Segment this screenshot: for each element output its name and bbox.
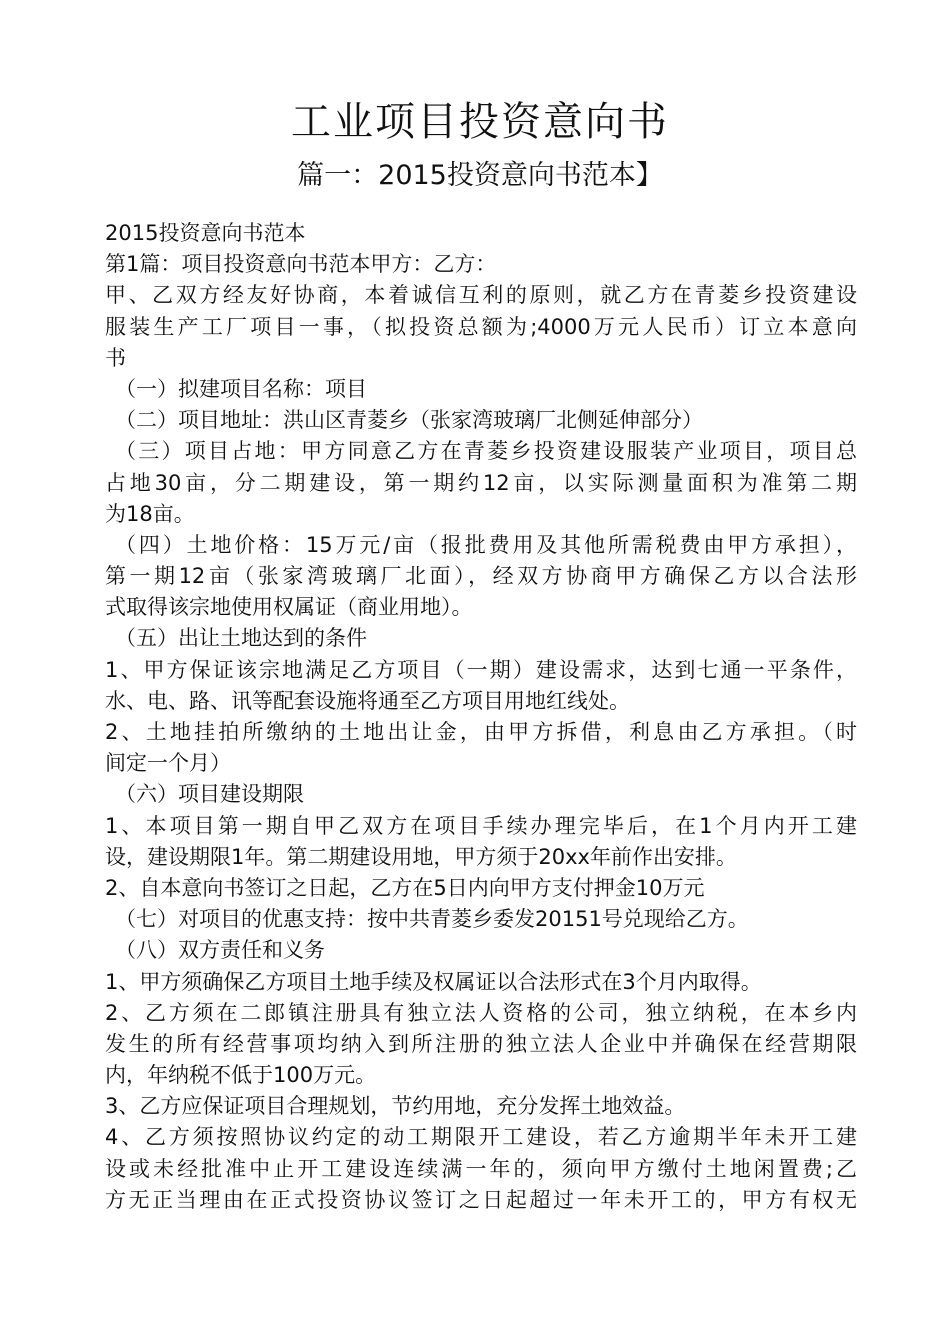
body-line: 2015投资意向书范本: [105, 221, 306, 245]
body-line: 服装生产工厂项目一事，（拟投资总额为;4000万元人民币）订立本意向: [105, 314, 857, 339]
body-line: 甲、乙双方经友好协商，本着诚信互利的原则，就乙方在青菱乡投资建设: [105, 283, 857, 308]
body-line: 设，建设期限1年。第二期建设用地，甲方须于20xx年前作出安排。: [105, 844, 737, 869]
body-line: 1、甲方保证该宗地满足乙方项目（一期）建设需求，达到七通一平条件，: [105, 657, 857, 682]
body-line: （三）项目占地：甲方同意乙方在青菱乡投资建设服装产业项目，项目总: [115, 439, 857, 464]
body-line: 书: [105, 345, 126, 370]
body-line: 1、本项目第一期自甲乙双方在项目手续办理完毕后，在1个月内开工建: [105, 813, 857, 838]
body-line: （二）项目地址：洪山区青菱乡（张家湾玻璃厂北侧延伸部分）: [115, 408, 703, 433]
body-line: 发生的所有经营事项均纳入到所注册的独立法人企业中并确保在经营期限: [105, 1031, 857, 1056]
body-line: 4、乙方须按照协议约定的动工期限开工建设，若乙方逾期半年未开工建: [105, 1125, 857, 1150]
body-line: 1、甲方须确保乙方项目土地手续及权属证以合法形式在3个月内取得。: [105, 969, 762, 994]
body-line: 间定一个月）: [105, 751, 231, 776]
body-line: 式取得该宗地使用权属证（商业用地）。: [105, 595, 473, 620]
body-line: （六）项目建设期限: [115, 782, 304, 807]
body-line: 2、乙方须在二郎镇注册具有独立法人资格的公司，独立纳税，在本乡内: [105, 1000, 857, 1025]
body-line: 3、乙方应保证项目合理规划，节约用地，充分发挥土地效益。: [105, 1094, 686, 1119]
body-line: 第一期12亩（张家湾玻璃厂北面），经双方协商甲方确保乙方以合法形: [105, 564, 857, 589]
body-line: （七）对项目的优惠支持：按中共青菱乡委发20151号兑现给乙方。: [115, 907, 749, 932]
body-line: （五）出让土地达到的条件: [115, 626, 367, 651]
body-line: 2、土地挂拍所缴纳的土地出让金，由甲方拆借，利息由乙方承担。（时: [105, 720, 857, 744]
body-line: （八）双方责任和义务: [115, 938, 325, 963]
body-line: （四）土地价格：15万元/亩（报批费用及其他所需税费由甲方承担），: [115, 532, 857, 557]
body-line: 设或未经批准中止开工建设连续满一年的，须向甲方缴付土地闲置费;乙: [105, 1156, 857, 1181]
body-line: 2、自本意向书签订之日起，乙方在5日内向甲方支付押金10万元: [105, 875, 705, 900]
body-line: 第1篇：项目投资意向书范本甲方：乙方：: [105, 252, 497, 277]
body-line: 水、电、路、讯等配套设施将通至乙方项目用地红线处。: [105, 688, 630, 713]
body-line: 占地30亩，分二期建设，第一期约12亩，以实际测量面积为准第二期: [105, 470, 857, 495]
body-line: 为18亩。: [105, 501, 195, 526]
body-line: 内，年纳税不低于100万元。: [105, 1063, 377, 1088]
body-line: 方无正当理由在正式投资协议签订之日起超过一年未开工的，甲方有权无: [105, 1187, 857, 1212]
document-body: [105, 218, 857, 1216]
document-title: 工业项目投资意向书: [291, 99, 669, 145]
body-line: （一）拟建项目名称：项目: [115, 376, 367, 401]
document-subtitle: 篇一：2015投资意向书范本】: [297, 160, 663, 191]
